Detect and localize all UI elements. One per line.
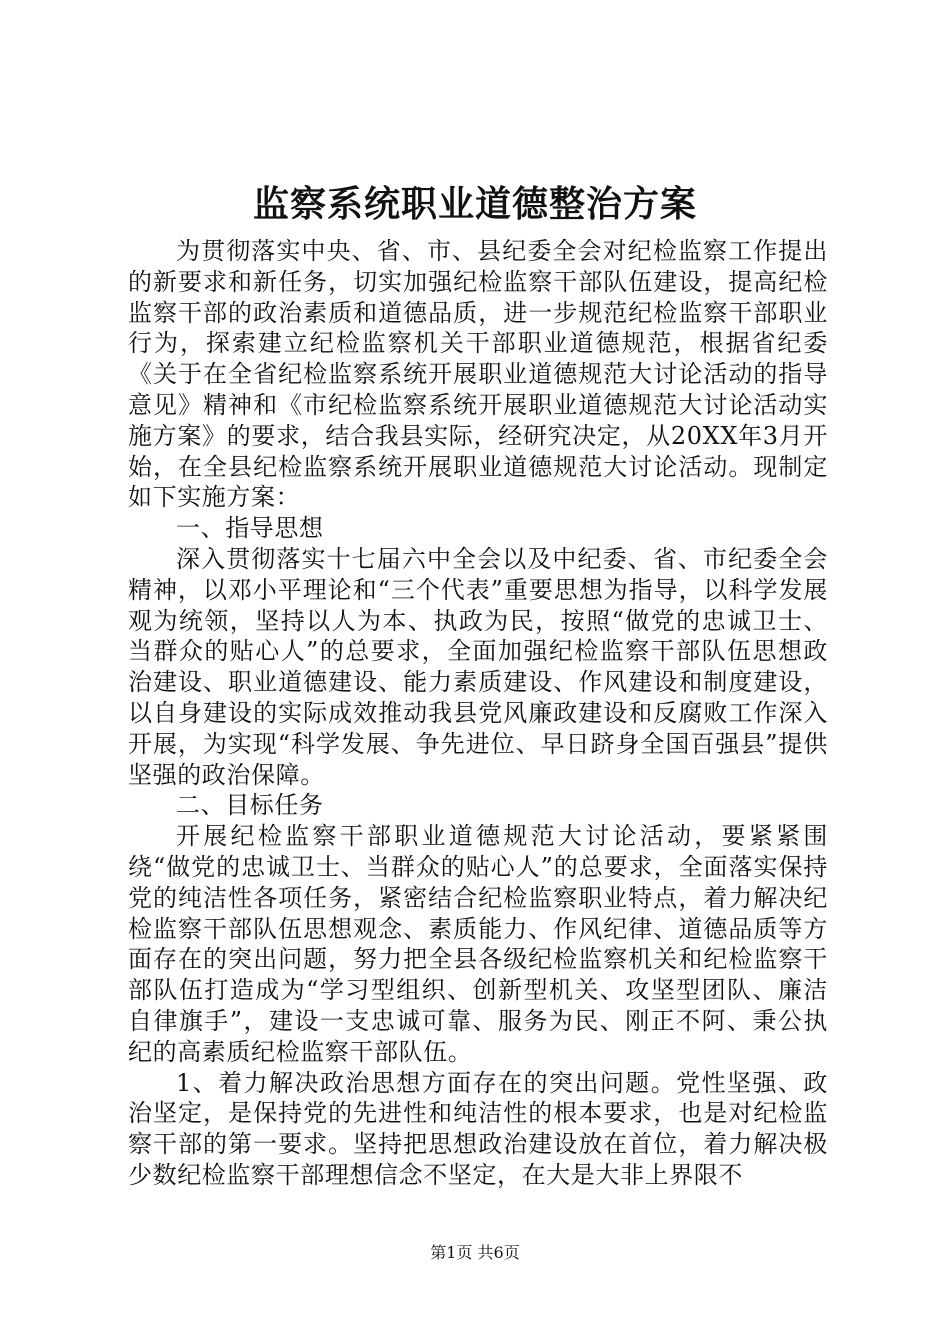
item-1-paragraph: 1、着力解决政治思想方面存在的突出问题。党性坚强、政治坚定，是保持党的先进性和纯洁性的根本要求，也是对纪检监察干部的第一要求。坚持把思想政治建设放在首位，着力解决极少数纪检监察干部理想信念不坚定，在大是大非上界限不 (128, 1068, 828, 1189)
document-title: 监察系统职业道德整治方案 (252, 183, 697, 225)
section-heading-goals-tasks: 二、目标任务 (176, 791, 324, 820)
section-heading-guiding-ideology: 一、指导思想 (176, 514, 324, 543)
page-footer: 第1页 共6页 (430, 1243, 520, 1262)
guiding-ideology-paragraph: 深入贯彻落实十七届六中全会以及中纪委、省、市纪委全会精神，以邓小平理论和“三个代表”重要思想为指导，以科学发展观为统领，坚持以人为本、执政为民，按照“做党的忠诚卫士、当群众的贴心人”的总要求，全面加强纪检监察干部队伍思想政治建设、职业道德建设、能力素质建设、作风建设和制度建设，以自身建设的实际成效推动我县党风廉政建设和反腐败工作深入开展，为实现“科学发展、争先进位、早日跻身全国百强县”提供坚强的政治保障。 (128, 544, 828, 789)
goals-tasks-paragraph: 开展纪检监察干部职业道德规范大讨论活动，要紧紧围绕“做党的忠诚卫士、当群众的贴心人”的总要求，全面落实保持党的纯洁性各项任务，紧密结合纪检监察职业特点，着力解决纪检监察干部队伍思想观念、素质能力、作风纪律、道德品质等方面存在的突出问题，努力把全县各级纪检监察机关和纪检监察干部队伍打造成为“学习型组织、创新型机关、攻坚型团队、廉洁自律旗手”，建设一支忠诚可靠、服务为民、刚正不阿、秉公执纪的高素质纪检监察干部队伍。 (128, 822, 828, 1066)
intro-paragraph: 为贯彻落实中央、省、市、县纪委全会对纪检监察工作提出的新要求和新任务，切实加强纪检监察干部队伍建设，提高纪检监察干部的政治素质和道德品质，进一步规范纪检监察干部职业行为，探索建立纪检监察机关干部职业道德规范，根据省纪委《关于在全省纪检监察系统开展职业道德规范大讨论活动的指导意见》精神和《市纪检监察系统开展职业道德规范大讨论活动实施方案》的要求，结合我县实际，经研究决定，从20XX年3月开始，在全县纪检监察系统开展职业道德规范大讨论活动。现制定如下实施方案： (128, 237, 828, 512)
document-body (128, 236, 828, 1191)
